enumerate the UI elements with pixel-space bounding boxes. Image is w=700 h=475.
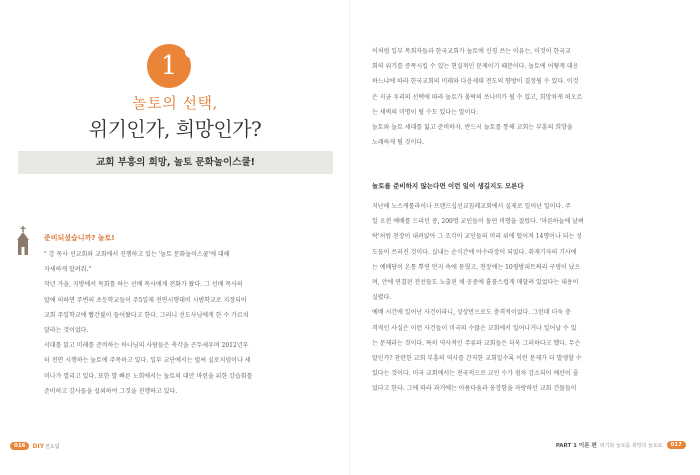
paragraph-line: 일 오전 예배를 드리던 중, 200명 교인들이 돌연 비명을 질렀다. '마른하늘에 날벼 [372,218,584,226]
paragraph-line: 교회 주일학교에 빨간불이 들어왔다고 한다. 그러니 선도사님에게 한 수 가르쳐 [44,311,249,319]
left-body-text [44,247,334,399]
paragraph-line: 준비하고 강사들을 섭외하여 그것을 진행하고 있다. [44,387,178,395]
brand-label: DIY [32,442,45,450]
chapter-number: 1 [160,51,178,81]
paragraph-line: 있다는 것이다. 미국 교회에서는 전국적으로 교인 수가 점차 감소되어 예산이 줄 [372,370,579,378]
church-icon [16,226,30,256]
chapter-title-line1: 놀토의 선택, [132,94,218,112]
paragraph-line: 예배 시간에 일어난 사건이라니, 상상만으로도 충격적이었다. 그런데 더욱 충 [372,309,571,317]
paragraph-line: 말에 의하면 주변의 초등학교들이 주5일제 전면시행대비 시범학교로 지정되어 [44,296,247,304]
section-heading: 준비되셨습니까? 놀토! [44,234,115,242]
paragraph-line: 격적인 사실은 이런 사건들이 미국의 수많은 교회에서 일어나거나 일어날 수 있 [372,324,577,332]
section-label: 위기와 놀토를 희망의 놀토로 [599,442,663,449]
right-top-text [372,44,672,150]
paragraph-line: 노래하게 될 것이다. [372,139,425,147]
subtitle-bar [18,151,333,174]
paragraph-line: 은 지금 우리의 선택에 따라 놀토가 몰락의 쓰나미가 될 수 있고, 희망차게 떠오르 [372,93,583,101]
paragraph-line: 며, 안에 연결된 전선들도 노출된 채 공중에 흉물스럽게 매달려 있었다는 내용이 [372,279,579,287]
paragraph-line: 도들이 쓰러진 것이다. 실내는 순식간에 아수라장이 되었다. 취재기자의 기사에 [372,248,577,256]
paragraph-line: 자세하게 알려줘." [44,266,92,274]
paragraph-line: 는 새벽의 미명이 될 수도 있다는 말이다. [372,108,479,116]
paragraph-line: 는 예배당이 온통 뿌연 먼지 속에 묻혔고, 천장에는 10평방피트짜리 구멍이 났으 [372,263,581,271]
right-body-text [372,199,672,397]
paragraph-line: 말인가? 찬란한 교회 부흥의 역사를 간직한 교회일수록 이런 문제가 더 발생할 수 [372,355,582,363]
paragraph-line: 달라는 것이었다. [44,327,89,335]
right-page [350,0,700,475]
paragraph-line: 이처럼 일부 목회자들과 한국교회가 놀토에 신경 쓰는 이유는, 이것이 한국교 [372,48,571,55]
part-label: PART 1 이론 편 [555,443,597,449]
paragraph-line: 락'처럼 천장이 내려앉아 그 조각이 교인들의 머리 위에 떨어져 14명이나 되는 성 [372,233,582,241]
paragraph-line: 미나가 열리고 있다. 또한 발 빠른 노회에서는 놀토의 대안 마련을 위한 강습회를 [44,372,253,380]
paragraph-line: " 강 목사 선교회와 교회에서 진행하고 있는 '놀토 문화놀이스쿨'에 대해 [44,251,230,258]
paragraph-line: 었다고 한다. 그에 따라 과거에는 아름다움과 웅장함을 자랑하던 교회 건물들이 [372,385,577,393]
paragraph-line: 회의 위기를 증폭시킬 수 있는 현실적인 문제이기 때문이다. 놀토에 어떻게 대응 [372,63,579,71]
paragraph-line: 실렸다. [372,294,392,302]
paragraph-line: 터 전면 시행하는 놀토에 주목하고 있다. 일부 교단에서는 벌써 실로지엄이나 세 [44,357,251,365]
paragraph-line: 하느냐에 따라 한국교회의 미래와 다음세대 전도의 향방이 결정될 수 있다. 이것 [372,78,579,86]
page-number: 016 [10,442,29,450]
footer-right [556,441,686,449]
chapter-badge [147,44,191,88]
paragraph-line: 시대를 읽고 미래를 준비하는 하나님의 사람들은 촉각을 곤두세우며 2012년부 [44,342,249,350]
paragraph-line: 는 문제라는 것이다. 특히 역사적인 주류파 교회들은 더욱 그러하다고 했다. 무슨 [372,339,581,347]
paragraph-line: 작년 가을, 지방에서 목회를 하는 선배 목사에게 전화가 왔다. 그 선배 목사의 [44,281,243,289]
paragraph-line: 지난해 노스캐롤라이나 프랜드십선교침례교회에서 실제로 일어난 일이다. 주 [372,203,571,210]
chapter-title-line2: 위기인가, 희망인가? [88,117,262,141]
footer-left [10,441,60,451]
paragraph-line: 놀토와 놀토 세대를 잃고 준비하자. 반드시 놀토를 통해 교회는 부흥의 희망을 [372,124,573,132]
section-heading: 놀토를 준비하지 않는다면 이런 일이 생길지도 모른다 [372,182,524,190]
brand-sub-label: 전도팀 [45,443,60,450]
page-number: 017 [667,441,686,449]
subtitle: 교회 부흥의 희망, 놀토 문화놀이스쿨! [96,157,255,168]
